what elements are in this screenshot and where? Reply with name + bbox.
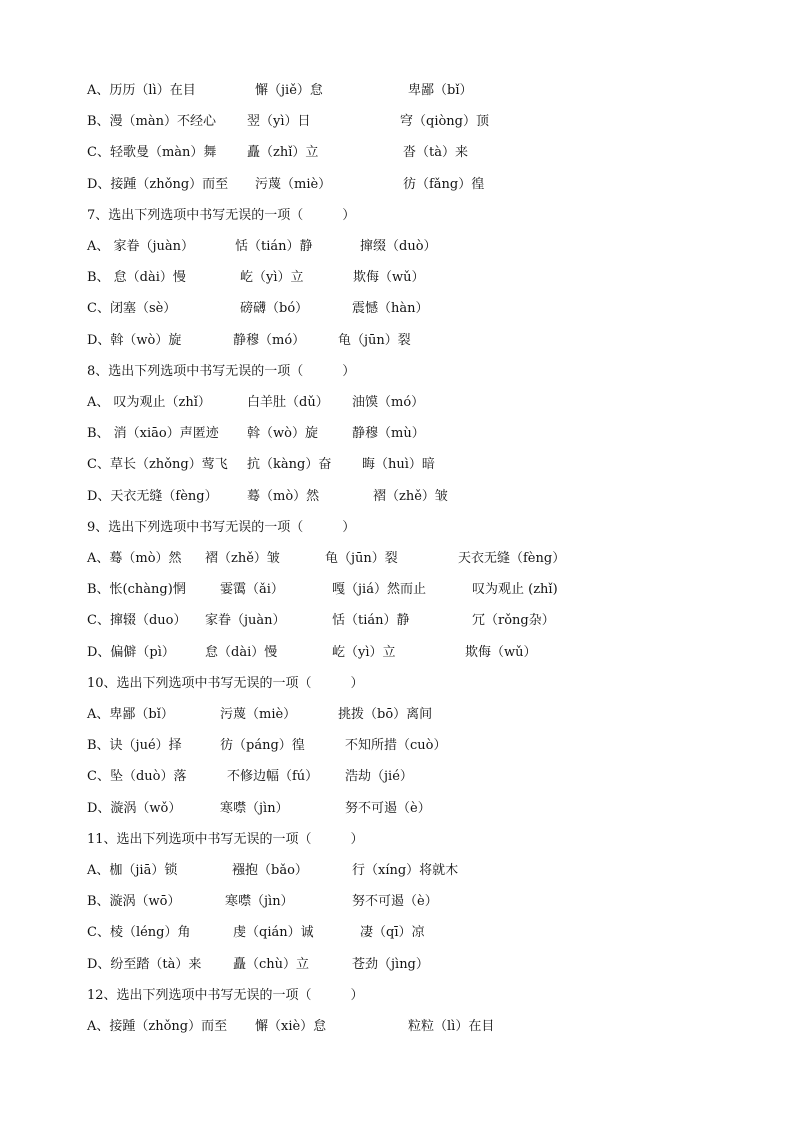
option-word: 污蔑（miè） [220, 707, 297, 722]
option-word: 屹（yì）立 [240, 270, 304, 286]
option-line [0, 860, 794, 882]
option-line [0, 236, 794, 258]
option-line [0, 111, 794, 133]
option-word: 褶（zhě）皱 [205, 551, 280, 566]
option-word: 龟（jūn）裂 [338, 332, 411, 348]
question-text: 7、选出下列选项中书写无误的一项（ ） [87, 207, 356, 223]
option-label-word: D、纷至踏（tà）来 [87, 956, 202, 972]
question-text: 12、选出下列选项中书写无误的一项（ ） [87, 987, 364, 1003]
option-label-word: C、撺辍（duo） [87, 613, 187, 629]
question-text: 11、选出下列选项中书写无误的一项（ ） [87, 831, 364, 847]
option-line [0, 642, 794, 664]
option-line [0, 1016, 794, 1038]
option-word: 嘎（jiá）然而止 [332, 582, 426, 598]
option-label-word: D、天衣无缝（fèng） [87, 488, 218, 504]
option-line [0, 798, 794, 820]
option-line [0, 423, 794, 445]
option-label-word: B、 消（xiāo）声匿迹 [87, 426, 219, 442]
option-label-word: A、历历（lì）在目 [87, 83, 196, 98]
option-line [0, 298, 794, 320]
option-word: 晦（huì）暗 [362, 457, 435, 473]
option-word: 挑拨（bō）离间 [338, 707, 433, 722]
option-word: 白羊肚（dǔ） [247, 395, 329, 410]
option-word: 寒噤（jìn） [220, 800, 289, 816]
option-word: 寒噤（jìn） [225, 894, 294, 910]
question-stem [0, 361, 794, 383]
option-line [0, 954, 794, 976]
option-word: 凄（qī）凉 [360, 925, 425, 941]
question-text: 8、选出下列选项中书写无误的一项（ ） [87, 363, 356, 379]
option-word: 抗（kàng）奋 [247, 457, 332, 473]
option-label-word: D、斡（wò）旋 [87, 332, 182, 348]
option-word: 翌（yì）日 [247, 114, 311, 130]
option-label-word: C、闭塞（sè） [87, 301, 177, 317]
option-word: 卑鄙（bǐ） [408, 83, 473, 98]
option-label-word: B、漩涡（wō） [87, 894, 181, 910]
question-text: 9、选出下列选项中书写无误的一项（ ） [87, 519, 356, 535]
option-label-word: D、偏僻（pì） [87, 644, 175, 660]
option-line [0, 548, 794, 570]
option-line [0, 454, 794, 476]
option-word: 恬（tián）静 [235, 239, 313, 254]
option-label-word: B、漫（màn）不经心 [87, 114, 217, 130]
option-word: 震憾（hàn） [352, 301, 429, 317]
option-line [0, 330, 794, 352]
option-word: 矗（chù）立 [233, 956, 310, 972]
option-word: 蓦（mò）然 [247, 488, 320, 504]
option-label-word: A、 家眷（juàn） [87, 239, 195, 254]
option-line [0, 891, 794, 913]
option-word: 家眷（juàn） [205, 613, 286, 629]
option-word: 行（xíng）将就木 [352, 863, 459, 878]
option-line [0, 579, 794, 601]
option-word: 叹为观止 (zhǐ) [472, 582, 558, 598]
option-line [0, 704, 794, 726]
option-word: 静穆（mù） [352, 426, 425, 442]
question-stem [0, 205, 794, 227]
option-word: 霎霭（ǎi） [220, 582, 284, 598]
option-word: 虔（qián）诚 [233, 925, 314, 941]
option-word: 彷（páng）徨 [220, 738, 305, 754]
option-word: 褶（zhě）皱 [373, 488, 448, 504]
option-word: 斡（wò）旋 [247, 426, 318, 442]
option-label-word: C、坠（duò）落 [87, 769, 187, 785]
option-line [0, 610, 794, 632]
option-word: 磅礴（bó） [240, 301, 309, 317]
question-stem [0, 673, 794, 695]
option-word: 龟（jūn）裂 [325, 551, 398, 566]
question-stem [0, 829, 794, 851]
question-text: 10、选出下列选项中书写无误的一项（ ） [87, 675, 364, 691]
question-stem [0, 985, 794, 1007]
option-word: 襁抱（bǎo） [232, 863, 308, 878]
option-word: 静穆（mó） [233, 332, 306, 348]
option-line [0, 392, 794, 414]
option-line [0, 922, 794, 944]
option-label-word: B、诀（jué）择 [87, 738, 182, 754]
option-label-word: C、轻歌曼（màn）舞 [87, 145, 217, 161]
option-word: 恬（tián）静 [332, 613, 410, 629]
option-line [0, 267, 794, 289]
option-word: 欺侮（wǔ） [465, 644, 537, 660]
option-word: 屹（yì）立 [332, 644, 396, 660]
option-word: 矗（zhǐ）立 [247, 145, 319, 161]
option-label-word: D、漩涡（wǒ） [87, 800, 182, 816]
option-line [0, 486, 794, 508]
option-word: 懈（xiè）怠 [255, 1019, 327, 1034]
option-word: 努不可遏（è） [345, 800, 431, 816]
option-word: 污蔑（miè） [255, 176, 332, 192]
option-label-word: C、草长（zhǒng）莺飞 [87, 457, 228, 473]
question-stem [0, 517, 794, 539]
option-line [0, 766, 794, 788]
option-label-word: D、接踵（zhǒng）而至 [87, 176, 229, 192]
option-word: 不修边幅（fú） [227, 769, 319, 785]
option-label-word: A、 叹为观止（zhǐ） [87, 395, 211, 410]
option-line [0, 174, 794, 196]
option-word: 努不可遏（è） [352, 894, 438, 910]
option-label-word: A、蓦（mò）然 [87, 551, 182, 566]
option-line [0, 142, 794, 164]
option-word: 穹（qiòng）顶 [400, 114, 490, 130]
option-word: 怠（dài）慢 [205, 644, 278, 660]
option-label-word: A、接踵（zhǒng）而至 [87, 1019, 228, 1034]
option-label-word: B、怅(chàng)惘 [87, 582, 186, 598]
option-line [0, 80, 794, 102]
option-label-word: B、 怠（dài）慢 [87, 270, 186, 286]
option-word: 不知所措（cuò） [345, 738, 447, 754]
option-word: 天衣无缝（fèng） [458, 551, 566, 566]
option-word: 冗（rǒng杂） [472, 613, 555, 629]
option-word: 彷（fǎng）徨 [403, 176, 485, 192]
option-word: 粒粒（lì）在目 [408, 1019, 495, 1034]
option-word: 苍劲（jìng） [352, 956, 429, 972]
option-word: 懈（jiě）怠 [255, 83, 323, 98]
option-word: 沓（tà）来 [403, 145, 468, 161]
option-label-word: C、棱（léng）角 [87, 925, 191, 941]
option-label-word: A、枷（jiā）锁 [87, 863, 178, 878]
option-word: 浩劫（jié） [345, 769, 413, 785]
option-word: 欺侮（wǔ） [353, 270, 425, 286]
option-label-word: A、卑鄙（bǐ） [87, 707, 174, 722]
option-word: 油馍（mó） [352, 395, 425, 410]
option-line [0, 735, 794, 757]
option-word: 撺缀（duò） [360, 239, 437, 254]
